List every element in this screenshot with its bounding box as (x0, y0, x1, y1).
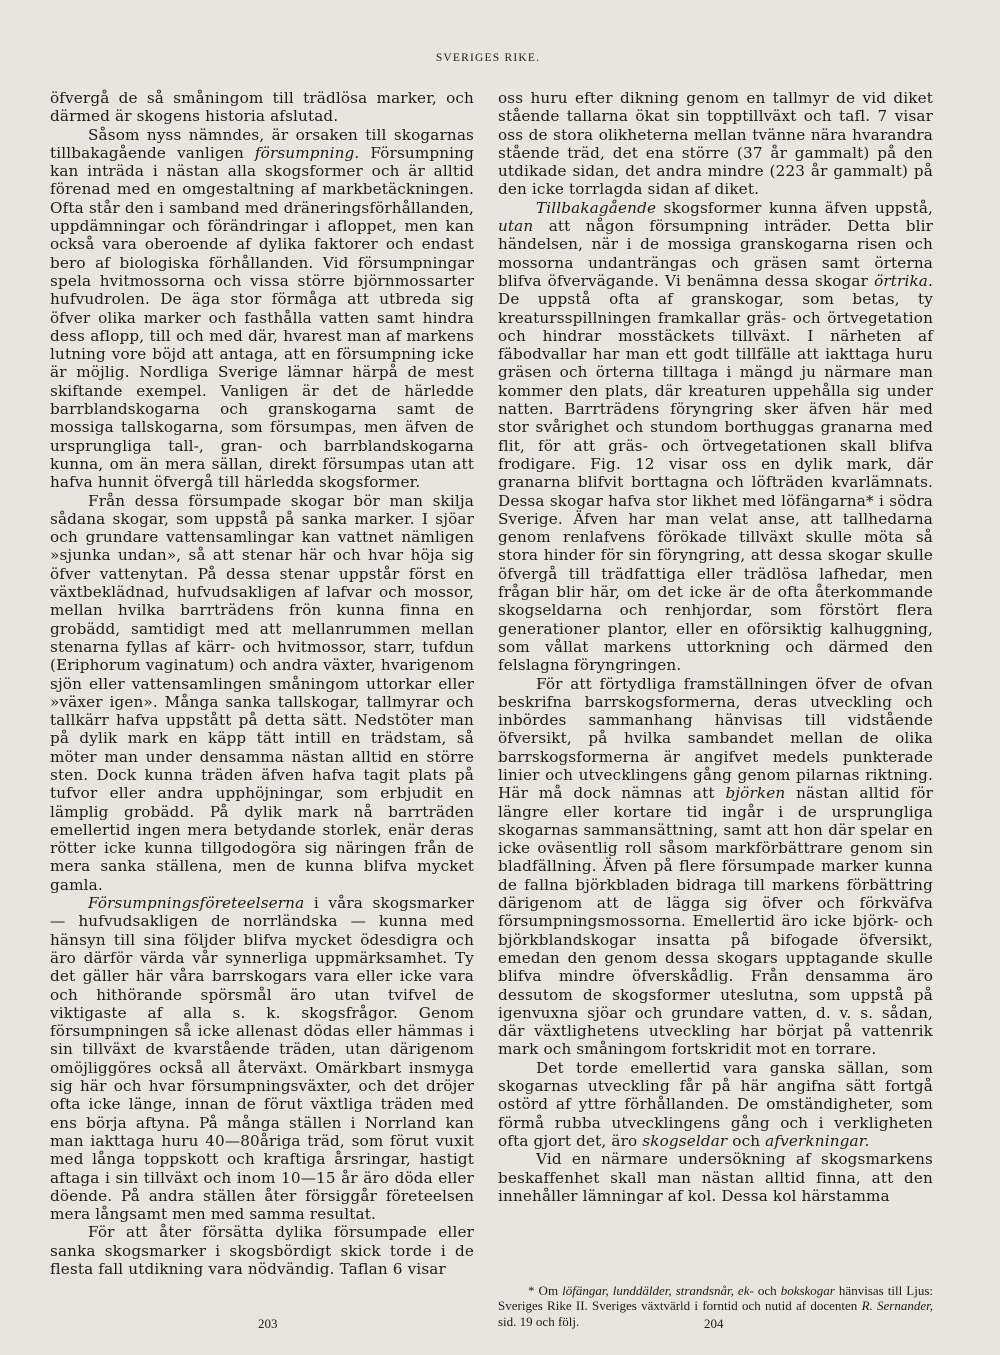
text-segment: och (727, 1131, 766, 1150)
italic-text-segment: försumpning. (254, 143, 360, 162)
paragraph-r3 (498, 675, 933, 1059)
text-segment: skogsformer kunna äfven uppstå, (656, 198, 933, 217)
page-number-left: 203 (258, 1316, 278, 1331)
italic-text-segment: Försumpningsföreteelserna (88, 894, 305, 913)
text-segment: och (753, 1283, 781, 1298)
paragraph-r5 (498, 1150, 933, 1205)
italic-text-segment: R. Sernander, (861, 1298, 933, 1314)
text-segment: Det torde emellertid vara ganska sällan, som skogarnas utveckling får på här angifna sätt fortgå ostörd af yttre förhållanden. De omständigheter, som förmå rubba utvecklingens gång och i verkligheten ofta gjort det, äro (498, 1058, 933, 1150)
paragraph-l4 (50, 894, 474, 1223)
text-segment: Vid en närmare undersökning af skogsmarkens beskaffenhet skall man nästan alltid finna, att den innehåller lämningar af kol. Dessa kol härstamma (498, 1150, 933, 1205)
italic-text-segment: björken (725, 784, 786, 803)
paragraph-l1 (50, 89, 474, 126)
right-column (498, 89, 933, 1205)
italic-text-segment: afverkningar. (765, 1131, 870, 1150)
text-segment: * Om (528, 1283, 563, 1298)
text-segment: Försumpning kan inträda i nästan alla skogsformer och är alltid förenad med en omgestaltning af markbetäckningen. Ofta står den i samband med dräneringsförhållanden, uppdämningar och förändringar i afloppet, men kan också vara oberoende af dylika faktorer och endast bero af biologiska förhållanden. Vid försumpningar spela hvitmossorna och vissa större björnmossarter hufvudrolen. De äga stor förmåga att utbreda sig öfver olika marker och fasthålla vatten samt hindra dess aflopp, till och med där, hvarest man af markens lutning vore böjd att antaga, att en försumpning icke är möjlig. Nordliga Sverige lämnar härpå de mest skiftande exempel. Vanligen är det de härledde barrblandskogarna och granskogarna samt de mossiga tallskogarna, som försumpas, men äfven de ursprungliga tall-, gran- och barrblandskogarna kunna, om än mera sällan, direkt försumpas utan att hafva hunnit öfvergå till härledda skogsformer. (50, 143, 474, 492)
italic-text-segment: Tillbakagående (536, 198, 657, 217)
text-segment: i våra skogsmarker — hufvudsakligen de norrländska — kunna med hänsyn till sina följder blifva mycket ödesdigra och äro därför värda vår synnerliga uppmärksamhet. Ty det gäller här våra barrskogars vara eller icke vara och hithörande spörsmål äro utan tvifvel de viktigaste af alla s. k. skogsfrågor. Genom försumpningen så icke allenast dödas eller hämmas i sin tillväxt de kvarstående träden, utan därigenom omöjliggöres också all återväxt. Omärkbart insmyga sig här och hvar försumpningsväxter, och det dröjer ofta icke länge, innan de förut växtliga träden med ens börja aftyna. På många ställen i Norrland kan man iakttaga huru 40—80åriga träd, som förut vuxit med långa toppskott och kraftiga årsringar, hastigt aftaga i sin tillväxt och inom 10—15 år äro döda eller döende. På andra ställen åter försiggår företeelsen mera långsamt men med samma resultat. (50, 894, 474, 1224)
text-segment: Från dessa försumpade skogar bör man skilja sådana skogar, som uppstå på sanka marker. I sjöar och grundare vattensamlingar kan vattnet nämligen »sjunka undan», så att stenar här och hvar höja sig öfver vattenytan. På dessa stenar uppstår först en växtbeklädnad, hufvudsakligen af lafvar och mossor, mellan hvilka barrträdens frön kunna finna en grobädd, samtidigt med att mellanrummen mellan stenarna fyllas af kärr- och hvitmossor, starr, tufdun (Eriphorum vaginatum) och andra växter, hvarigenom sjön eller vattensamlingen småningom uttorkar eller »växer igen». Många sanka tallskogar, tallmyrar och tallkärr hafva uppstått på detta sätt. Nedstöter man på dylik mark en käpp tätt intill en trädstam, så möter man under densamma nästan alltid en större sten. Dock kunna träden äfven hafva tagit plats på tufvor eller andra upphöjningar, som erbjudit en lämplig grobädd. På dylik mark nå barrträden emellertid ingen mera betydande storlek, enär deras rötter icke kunna tillgodogöra sig näringen från de mera sanka ställena, men de kunna blifva mycket gamla. (50, 491, 474, 894)
italic-text-segment: örtrika. (874, 271, 933, 290)
left-column (50, 89, 474, 1278)
italic-text-segment: utan (498, 217, 534, 236)
text-segment: att någon försumpning inträder. Detta blir händelsen, när i de mossiga granskogarna risen och mossorna undanträngas och gräsen samt örterna blifva öfvervägande. Vi benämna dessa skogar (498, 217, 933, 290)
text-segment: De uppstå ofta af granskogar, som betas, ty kreatursspillningen framkallar gräs- och örtvegetation och hindrar mosstäckets tillväxt. I närheten af fäbodvallar har man ett godt tillfälle att iakttaga huru gräsen och örterna tilltaga i mängd ju närmare man kommer den plats, där kreaturen uppehålla sig under natten. Barrträdens föryngring sker äfven här med stor svårighet och stundom borthuggas granarna med flit, för att gräs- och örtvegetationen skall blifva frodigare. Fig. 12 visar oss en dylik mark, där granarna blifvit borttagna och löfträden kvarlämnats. Dessa skogar hafva stor likhet med löfängarna* i södra Sverige. Äfven har man velat anse, att tallhedarna genom renlafvens förökade tillväxt skulle möta så stora hinder för sin föryngring, att dessa skogar skulle öfvergå till trädfattiga eller trädlösa lafhedar, men frågan blir här, om det icke är de ofta återkommande skogseldarna och renhjordar, som förstört flera generationer plantor, eller en oförsiktig kalhuggning, som vållat markens uttorkning och därmed den felslagna föryngringen. (498, 290, 933, 675)
page-number-right: 204 (704, 1316, 724, 1331)
text-segment: nästan alltid för längre eller kortare tid ingår i de ursprungliga skogarnas sammansättning, samt att hon där spelar en icke oväsentlig roll såsom markförbättrare genom sin bladfällning. Äfven på flere försumpade marker kunna de fallna björkbladen bidraga till markens förbättring därigenom att de lägga sig öfver och förkväfva försumpningsmossorna. Emellertid äro icke björk- och björkblandskogar insatta på bifogade öfversikt, emedan den genom dessa skogars upptagande skulle blifva mindre öfverskådlig. Från densamma äro dessutom de skogsformer uteslutna, som uppstå på igenvuxna sjöar och grundare vatten, d. v. s. sådan, där växtlighetens utveckling har börjat på vattenrik mark och småningom fortskridit mot en torrare. (498, 784, 933, 1059)
text-segment: oss huru efter dikning genom en tallmyr de vid diket stående tallarna ökat sin topptillväxt och tafl. 7 visar oss de stora olikheterna mellan tvänne nära hvarandra stående träd, det ena större (37 år gammalt) på den utdikade sidan, det andra mindre (223 år gammalt) på den icke torrlagda sidan af diket. (498, 89, 933, 199)
text-segment: hänvisas till Ljus: Sveriges Rike II. Sveriges växtvärld i forntid och nutid af docenten (498, 1283, 933, 1314)
text-segment: För att åter försätta dylika försumpade eller sanka skogsmarker i skogsbördigt skick torde i de flesta fall utdikning vara nödvändig. Taflan 6 visar (50, 1223, 474, 1278)
paragraph-l3 (50, 492, 474, 895)
italic-text-segment: bokskogar (780, 1283, 835, 1298)
italic-text-segment: löfängar, lunddälder, strandsnår, ek- (562, 1283, 754, 1298)
text-segment: sid. 19 och följ. (498, 1313, 580, 1329)
text-segment: För att förtydliga framställningen öfver de ofvan beskrifna barrskogsformerna, deras utveckling och inbördes sammanhang hänvisas till vidstående öfversikt, på hvilka sambandet mellan de olika barrskogsformerna är angifvet medels punkterade linier och utvecklingens gång genom pilarnas riktning. Här må dock nämnas att (498, 674, 933, 803)
text-segment: Såsom nyss nämndes, är orsaken till skogarnas tillbakagående vanligen (50, 125, 474, 162)
paragraph-l2 (50, 126, 474, 492)
text-segment: öfvergå de så småningom till trädlösa marker, och därmed är skogens historia afslutad. (50, 89, 474, 126)
paragraph-r1 (498, 89, 933, 199)
paragraph-r4 (498, 1059, 933, 1150)
paragraph-l5 (50, 1223, 474, 1278)
italic-text-segment: skogseldar (642, 1131, 728, 1150)
paragraph-r2 (498, 199, 933, 675)
running-head: SVERIGES RIKE. (435, 52, 541, 64)
